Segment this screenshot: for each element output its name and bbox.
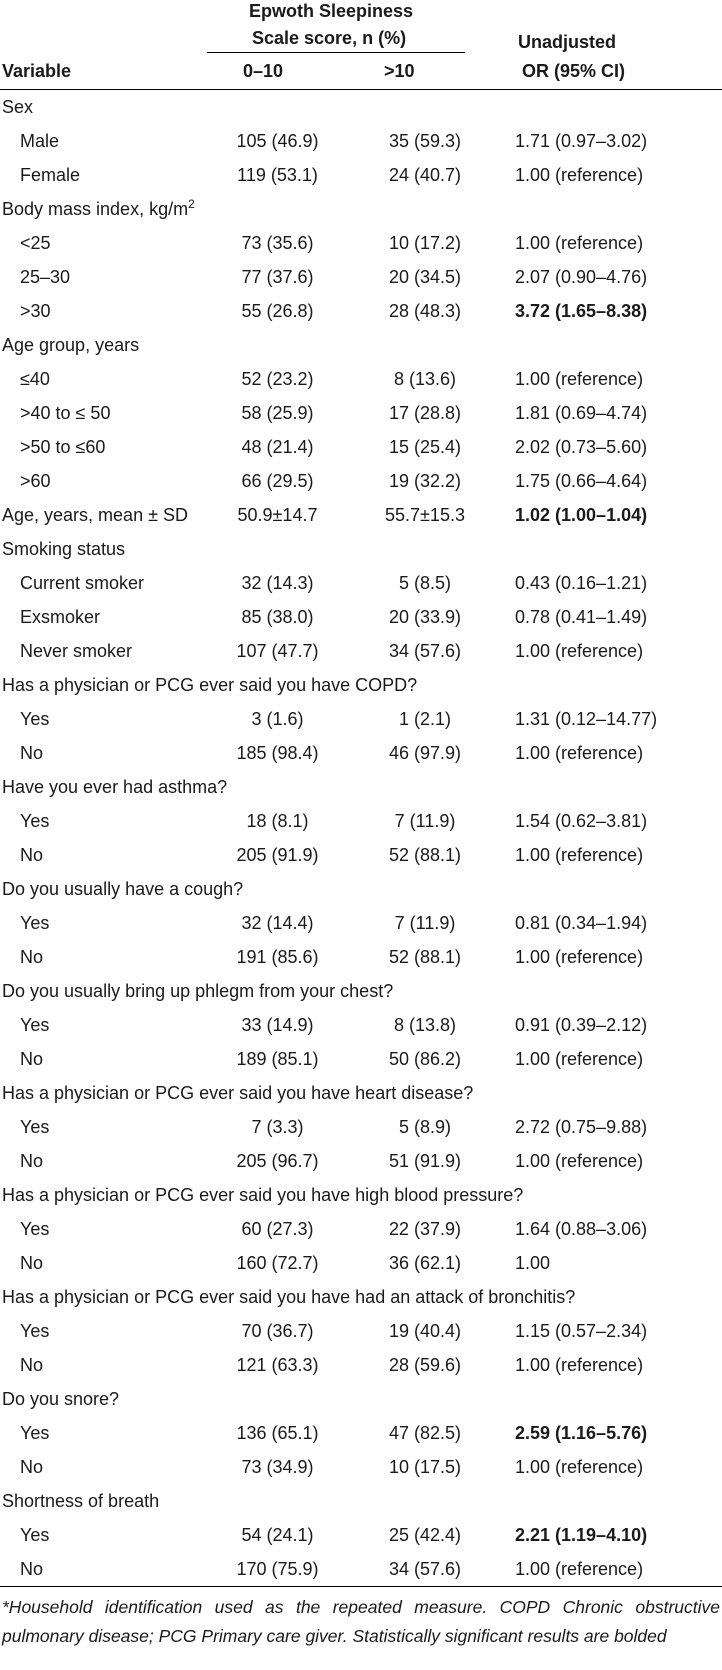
table-row bbox=[0, 1042, 722, 1076]
cell-score-0-10: 7 (3.3) bbox=[251, 1117, 304, 1137]
footnote: *Household identification used as the repeated measure. COPD Chronic obstructive pulmonary disease; PCG Primary care giver. Statistically significant results are bolded bbox=[2, 1597, 720, 1646]
cell-odds-ratio: 1.00 (reference) bbox=[515, 743, 644, 763]
cell-score-0-10: 55 (26.8) bbox=[241, 301, 314, 321]
table-row bbox=[0, 1416, 722, 1450]
table-row bbox=[0, 430, 722, 464]
row-label: No bbox=[20, 1151, 44, 1171]
cell-score-gt10: 50 (86.2) bbox=[388, 1049, 462, 1069]
summary-row bbox=[0, 498, 722, 532]
row-label: Exsmoker bbox=[20, 607, 101, 627]
cell-odds-ratio: 1.00 (reference) bbox=[515, 947, 644, 967]
group-heading-text: Has a physician or PCG ever said you have high blood pressure? bbox=[2, 1185, 524, 1205]
row-label: >30 bbox=[20, 301, 51, 321]
cell-score-0-10: 52 (23.2) bbox=[241, 369, 314, 389]
cell-score-0-10: 60 (27.3) bbox=[241, 1219, 314, 1239]
cell-score-gt10: 25 (42.4) bbox=[388, 1525, 462, 1545]
results-table bbox=[0, 90, 722, 1586]
table-row bbox=[0, 1450, 722, 1484]
cell-odds-ratio: 1.00 (reference) bbox=[515, 1151, 644, 1171]
cell-score-0-10: 85 (38.0) bbox=[241, 607, 314, 627]
table-row bbox=[0, 464, 722, 498]
cell-odds-ratio: 0.81 (0.34–1.94) bbox=[515, 913, 648, 933]
row-label: Yes bbox=[20, 1219, 50, 1239]
cell-odds-ratio: 1.00 (reference) bbox=[515, 1355, 644, 1375]
row-label: 25–30 bbox=[20, 267, 71, 287]
cell-score-0-10: 107 (47.7) bbox=[236, 641, 319, 661]
group-heading bbox=[0, 770, 722, 804]
table-row bbox=[0, 838, 722, 872]
cell-odds-ratio: 2.21 (1.19–4.10) bbox=[515, 1525, 648, 1545]
group-heading bbox=[0, 1076, 722, 1110]
row-label: <25 bbox=[20, 233, 51, 253]
cell-odds-ratio: 1.00 (reference) bbox=[515, 1457, 644, 1477]
cell-odds-ratio: 1.00 (reference) bbox=[515, 369, 644, 389]
cell-odds-ratio: 2.59 (1.16–5.76) bbox=[515, 1423, 648, 1443]
cell-score-0-10: 77 (37.6) bbox=[241, 267, 314, 287]
table-row bbox=[0, 1246, 722, 1280]
group-heading-row bbox=[0, 1484, 722, 1518]
group-heading-text: Smoking status bbox=[2, 539, 126, 559]
table-row bbox=[0, 1518, 722, 1552]
group-heading-text: Has a physician or PCG ever said you have heart disease? bbox=[2, 1083, 474, 1103]
table-row bbox=[0, 634, 722, 668]
cell-score-gt10: 15 (25.4) bbox=[388, 437, 462, 457]
cell-score-gt10: 46 (97.9) bbox=[388, 743, 462, 763]
table-row bbox=[0, 1144, 722, 1178]
cell-score-gt10: 5 (8.9) bbox=[398, 1117, 452, 1137]
cell-score-gt10: 7 (11.9) bbox=[394, 913, 456, 933]
cell-score-0-10: 3 (1.6) bbox=[251, 709, 304, 729]
cell-score-gt10: 28 (59.6) bbox=[388, 1355, 462, 1375]
group-heading bbox=[0, 90, 722, 124]
cell-score-gt10: 19 (32.2) bbox=[388, 471, 462, 491]
row-label: Yes bbox=[20, 1117, 50, 1137]
cell-score-gt10: 52 (88.1) bbox=[388, 845, 462, 865]
table-row bbox=[0, 396, 722, 430]
group-heading-text: Do you usually have a cough? bbox=[2, 879, 244, 899]
cell-odds-ratio: 2.72 (0.75–9.88) bbox=[515, 1117, 648, 1137]
cell-score-gt10: 19 (40.4) bbox=[388, 1321, 462, 1341]
superscript: 2 bbox=[188, 197, 195, 211]
cell-odds-ratio: 1.54 (0.62–3.81) bbox=[515, 811, 648, 831]
cell-odds-ratio: 1.00 (reference) bbox=[515, 233, 644, 253]
cell-score-gt10: 35 (59.3) bbox=[388, 131, 462, 151]
group-heading-text: Has a physician or PCG ever said you have COPD? bbox=[2, 675, 418, 695]
cell-odds-ratio: 1.00 bbox=[515, 1253, 551, 1273]
cell-odds-ratio: 1.00 (reference) bbox=[515, 845, 644, 865]
table-row bbox=[0, 906, 722, 940]
group-title-line2: Scale score, n (%) bbox=[252, 28, 407, 48]
group-heading bbox=[0, 1484, 722, 1518]
cell-score-gt10: 8 (13.6) bbox=[393, 369, 457, 389]
table-row bbox=[0, 1008, 722, 1042]
group-heading-text: Sex bbox=[2, 97, 34, 117]
table-row bbox=[0, 1348, 722, 1382]
table-row bbox=[0, 804, 722, 838]
cell-score-0-10: 73 (34.9) bbox=[241, 1457, 314, 1477]
group-heading bbox=[0, 974, 722, 1008]
row-label: Yes bbox=[20, 1321, 50, 1341]
row-label: >60 bbox=[20, 471, 51, 491]
cell-score-0-10: 191 (85.6) bbox=[236, 947, 319, 967]
cell-score-0-10: 50.9±14.7 bbox=[237, 505, 318, 525]
row-label: Current smoker bbox=[20, 573, 145, 593]
cell-score-gt10: 28 (48.3) bbox=[388, 301, 462, 321]
row-label: Never smoker bbox=[20, 641, 133, 661]
cell-score-0-10: 119 (53.1) bbox=[237, 165, 318, 185]
group-heading bbox=[0, 872, 722, 906]
table-header bbox=[0, 0, 722, 89]
table-row bbox=[0, 1314, 722, 1348]
row-label: Yes bbox=[20, 811, 50, 831]
row-label: Female bbox=[20, 165, 81, 185]
row-label: >40 to ≤ 50 bbox=[20, 403, 111, 423]
row-label: No bbox=[20, 1253, 44, 1273]
cell-score-0-10: 205 (91.9) bbox=[236, 845, 319, 865]
cell-score-gt10: 7 (11.9) bbox=[394, 811, 456, 831]
cell-score-0-10: 105 (46.9) bbox=[236, 131, 319, 151]
cell-odds-ratio: 1.81 (0.69–4.74) bbox=[515, 403, 648, 423]
group-heading-row bbox=[0, 192, 722, 226]
cell-score-0-10: 73 (35.6) bbox=[241, 233, 314, 253]
cell-score-gt10: 1 (2.1) bbox=[398, 709, 452, 729]
cell-odds-ratio: 1.15 (0.57–2.34) bbox=[515, 1321, 648, 1341]
cell-odds-ratio: 0.91 (0.39–2.12) bbox=[515, 1015, 648, 1035]
row-label: Yes bbox=[20, 1423, 50, 1443]
cell-odds-ratio: 1.31 (0.12–14.77) bbox=[515, 709, 658, 729]
table-row bbox=[0, 1552, 722, 1586]
table-body bbox=[0, 90, 722, 1586]
cell-score-0-10: 185 (98.4) bbox=[236, 743, 319, 763]
cell-score-0-10: 66 (29.5) bbox=[241, 471, 314, 491]
table-row bbox=[0, 158, 722, 192]
cell-score-gt10: 10 (17.2) bbox=[388, 233, 462, 253]
cell-score-gt10: 24 (40.7) bbox=[388, 165, 462, 185]
group-heading-text: Shortness of breath bbox=[2, 1491, 160, 1511]
cell-score-gt10: 47 (82.5) bbox=[388, 1423, 462, 1443]
cell-score-gt10: 36 (62.1) bbox=[388, 1253, 462, 1273]
group-heading-text: Has a physician or PCG ever said you have had an attack of bronchitis? bbox=[2, 1287, 576, 1307]
cell-score-gt10: 34 (57.6) bbox=[388, 641, 462, 661]
group-heading bbox=[0, 192, 722, 226]
cell-odds-ratio: 1.00 (reference) bbox=[515, 641, 644, 661]
table-row bbox=[0, 294, 722, 328]
row-label: No bbox=[20, 947, 44, 967]
cell-score-0-10: 70 (36.7) bbox=[241, 1321, 314, 1341]
table-row bbox=[0, 226, 722, 260]
cell-score-0-10: 160 (72.7) bbox=[236, 1253, 319, 1273]
group-heading-row bbox=[0, 328, 722, 362]
cell-score-gt10: 17 (28.8) bbox=[388, 403, 462, 423]
cell-score-0-10: 136 (65.1) bbox=[236, 1423, 319, 1443]
col-or-heading-line1: Unadjusted bbox=[518, 32, 617, 52]
group-heading-row bbox=[0, 974, 722, 1008]
cell-odds-ratio: 3.72 (1.65–8.38) bbox=[515, 301, 648, 321]
cell-score-0-10: 33 (14.9) bbox=[241, 1015, 314, 1035]
table-row bbox=[0, 940, 722, 974]
group-heading-row bbox=[0, 1076, 722, 1110]
cell-score-gt10: 8 (13.8) bbox=[393, 1015, 457, 1035]
cell-score-0-10: 48 (21.4) bbox=[241, 437, 314, 457]
cell-score-gt10: 34 (57.6) bbox=[388, 1559, 462, 1579]
row-label: No bbox=[20, 743, 44, 763]
group-heading-row bbox=[0, 668, 722, 702]
table-row bbox=[0, 260, 722, 294]
cell-odds-ratio: 0.43 (0.16–1.21) bbox=[515, 573, 648, 593]
group-heading-row bbox=[0, 1178, 722, 1212]
row-label: Yes bbox=[20, 913, 50, 933]
group-heading-text: Do you snore? bbox=[2, 1389, 120, 1409]
group-heading bbox=[0, 1280, 722, 1314]
cell-score-0-10: 32 (14.3) bbox=[241, 573, 314, 593]
row-label: Yes bbox=[20, 1525, 50, 1545]
group-heading bbox=[0, 1382, 722, 1416]
col-or-heading-line2: OR (95% CI) bbox=[522, 61, 626, 81]
cell-score-gt10: 20 (33.9) bbox=[388, 607, 462, 627]
table-row bbox=[0, 736, 722, 770]
cell-odds-ratio: 1.00 (reference) bbox=[515, 1559, 644, 1579]
row-label: ≤40 bbox=[20, 369, 50, 389]
row-label: Age, years, mean ± SD bbox=[2, 505, 188, 525]
cell-score-0-10: 58 (25.9) bbox=[241, 403, 314, 423]
table-row bbox=[0, 1212, 722, 1246]
cell-score-0-10: 189 (85.1) bbox=[236, 1049, 319, 1069]
cell-odds-ratio: 2.07 (0.90–4.76) bbox=[515, 267, 648, 287]
cell-odds-ratio: 1.00 (reference) bbox=[515, 165, 644, 185]
cell-score-gt10: 51 (91.9) bbox=[388, 1151, 462, 1171]
col-high-score-heading: >10 bbox=[384, 61, 415, 81]
cell-score-gt10: 10 (17.5) bbox=[388, 1457, 462, 1477]
cell-odds-ratio: 0.78 (0.41–1.49) bbox=[515, 607, 648, 627]
row-label: Yes bbox=[20, 1015, 50, 1035]
cell-score-gt10: 55.7±15.3 bbox=[385, 505, 465, 525]
col-low-score-heading: 0–10 bbox=[243, 61, 284, 81]
group-title-line1: Epwoth Sleepiness bbox=[249, 1, 414, 21]
table-row bbox=[0, 702, 722, 736]
group-heading-row bbox=[0, 1382, 722, 1416]
group-heading bbox=[0, 532, 722, 566]
cell-score-gt10: 5 (8.5) bbox=[398, 573, 452, 593]
cell-score-0-10: 205 (96.7) bbox=[236, 1151, 319, 1171]
cell-odds-ratio: 1.02 (1.00–1.04) bbox=[515, 505, 648, 525]
row-label: No bbox=[20, 1559, 44, 1579]
cell-odds-ratio: 1.64 (0.88–3.06) bbox=[515, 1219, 648, 1239]
group-heading-text: Have you ever had asthma? bbox=[2, 777, 228, 797]
cell-odds-ratio: 1.00 (reference) bbox=[515, 1049, 644, 1069]
cell-score-0-10: 121 (63.3) bbox=[236, 1355, 319, 1375]
row-label: Male bbox=[20, 131, 60, 151]
group-heading bbox=[0, 668, 722, 702]
table-row bbox=[0, 600, 722, 634]
table-row bbox=[0, 1110, 722, 1144]
cell-score-0-10: 170 (75.9) bbox=[236, 1559, 319, 1579]
group-heading-text: Body mass index, kg/m bbox=[2, 199, 189, 219]
row-label: No bbox=[20, 1457, 44, 1477]
cell-score-gt10: 20 (34.5) bbox=[388, 267, 462, 287]
table-row bbox=[0, 566, 722, 600]
group-heading-row bbox=[0, 532, 722, 566]
row-label: >50 to ≤60 bbox=[20, 437, 106, 457]
group-heading bbox=[0, 328, 722, 362]
cell-odds-ratio: 1.75 (0.66–4.64) bbox=[515, 471, 648, 491]
group-heading-text: Do you usually bring up phlegm from your chest? bbox=[2, 981, 394, 1001]
cell-score-0-10: 54 (24.1) bbox=[241, 1525, 314, 1545]
row-label: No bbox=[20, 1049, 44, 1069]
cell-odds-ratio: 2.02 (0.73–5.60) bbox=[515, 437, 648, 457]
group-heading-row bbox=[0, 770, 722, 804]
group-heading-row bbox=[0, 1280, 722, 1314]
group-heading-row bbox=[0, 872, 722, 906]
table-row bbox=[0, 124, 722, 158]
cell-score-gt10: 52 (88.1) bbox=[388, 947, 462, 967]
cell-odds-ratio: 1.71 (0.97–3.02) bbox=[515, 131, 648, 151]
row-label: No bbox=[20, 845, 44, 865]
row-label: No bbox=[20, 1355, 44, 1375]
cell-score-0-10: 18 (8.1) bbox=[246, 811, 309, 831]
col-variable-heading: Variable bbox=[2, 61, 72, 81]
group-title-underline bbox=[207, 52, 465, 53]
cell-score-0-10: 32 (14.4) bbox=[241, 913, 314, 933]
group-heading-row bbox=[0, 90, 722, 124]
group-heading bbox=[0, 1178, 722, 1212]
group-heading-text: Age group, years bbox=[2, 335, 140, 355]
row-label: Yes bbox=[20, 709, 50, 729]
cell-score-gt10: 22 (37.9) bbox=[388, 1219, 462, 1239]
table-row bbox=[0, 362, 722, 396]
